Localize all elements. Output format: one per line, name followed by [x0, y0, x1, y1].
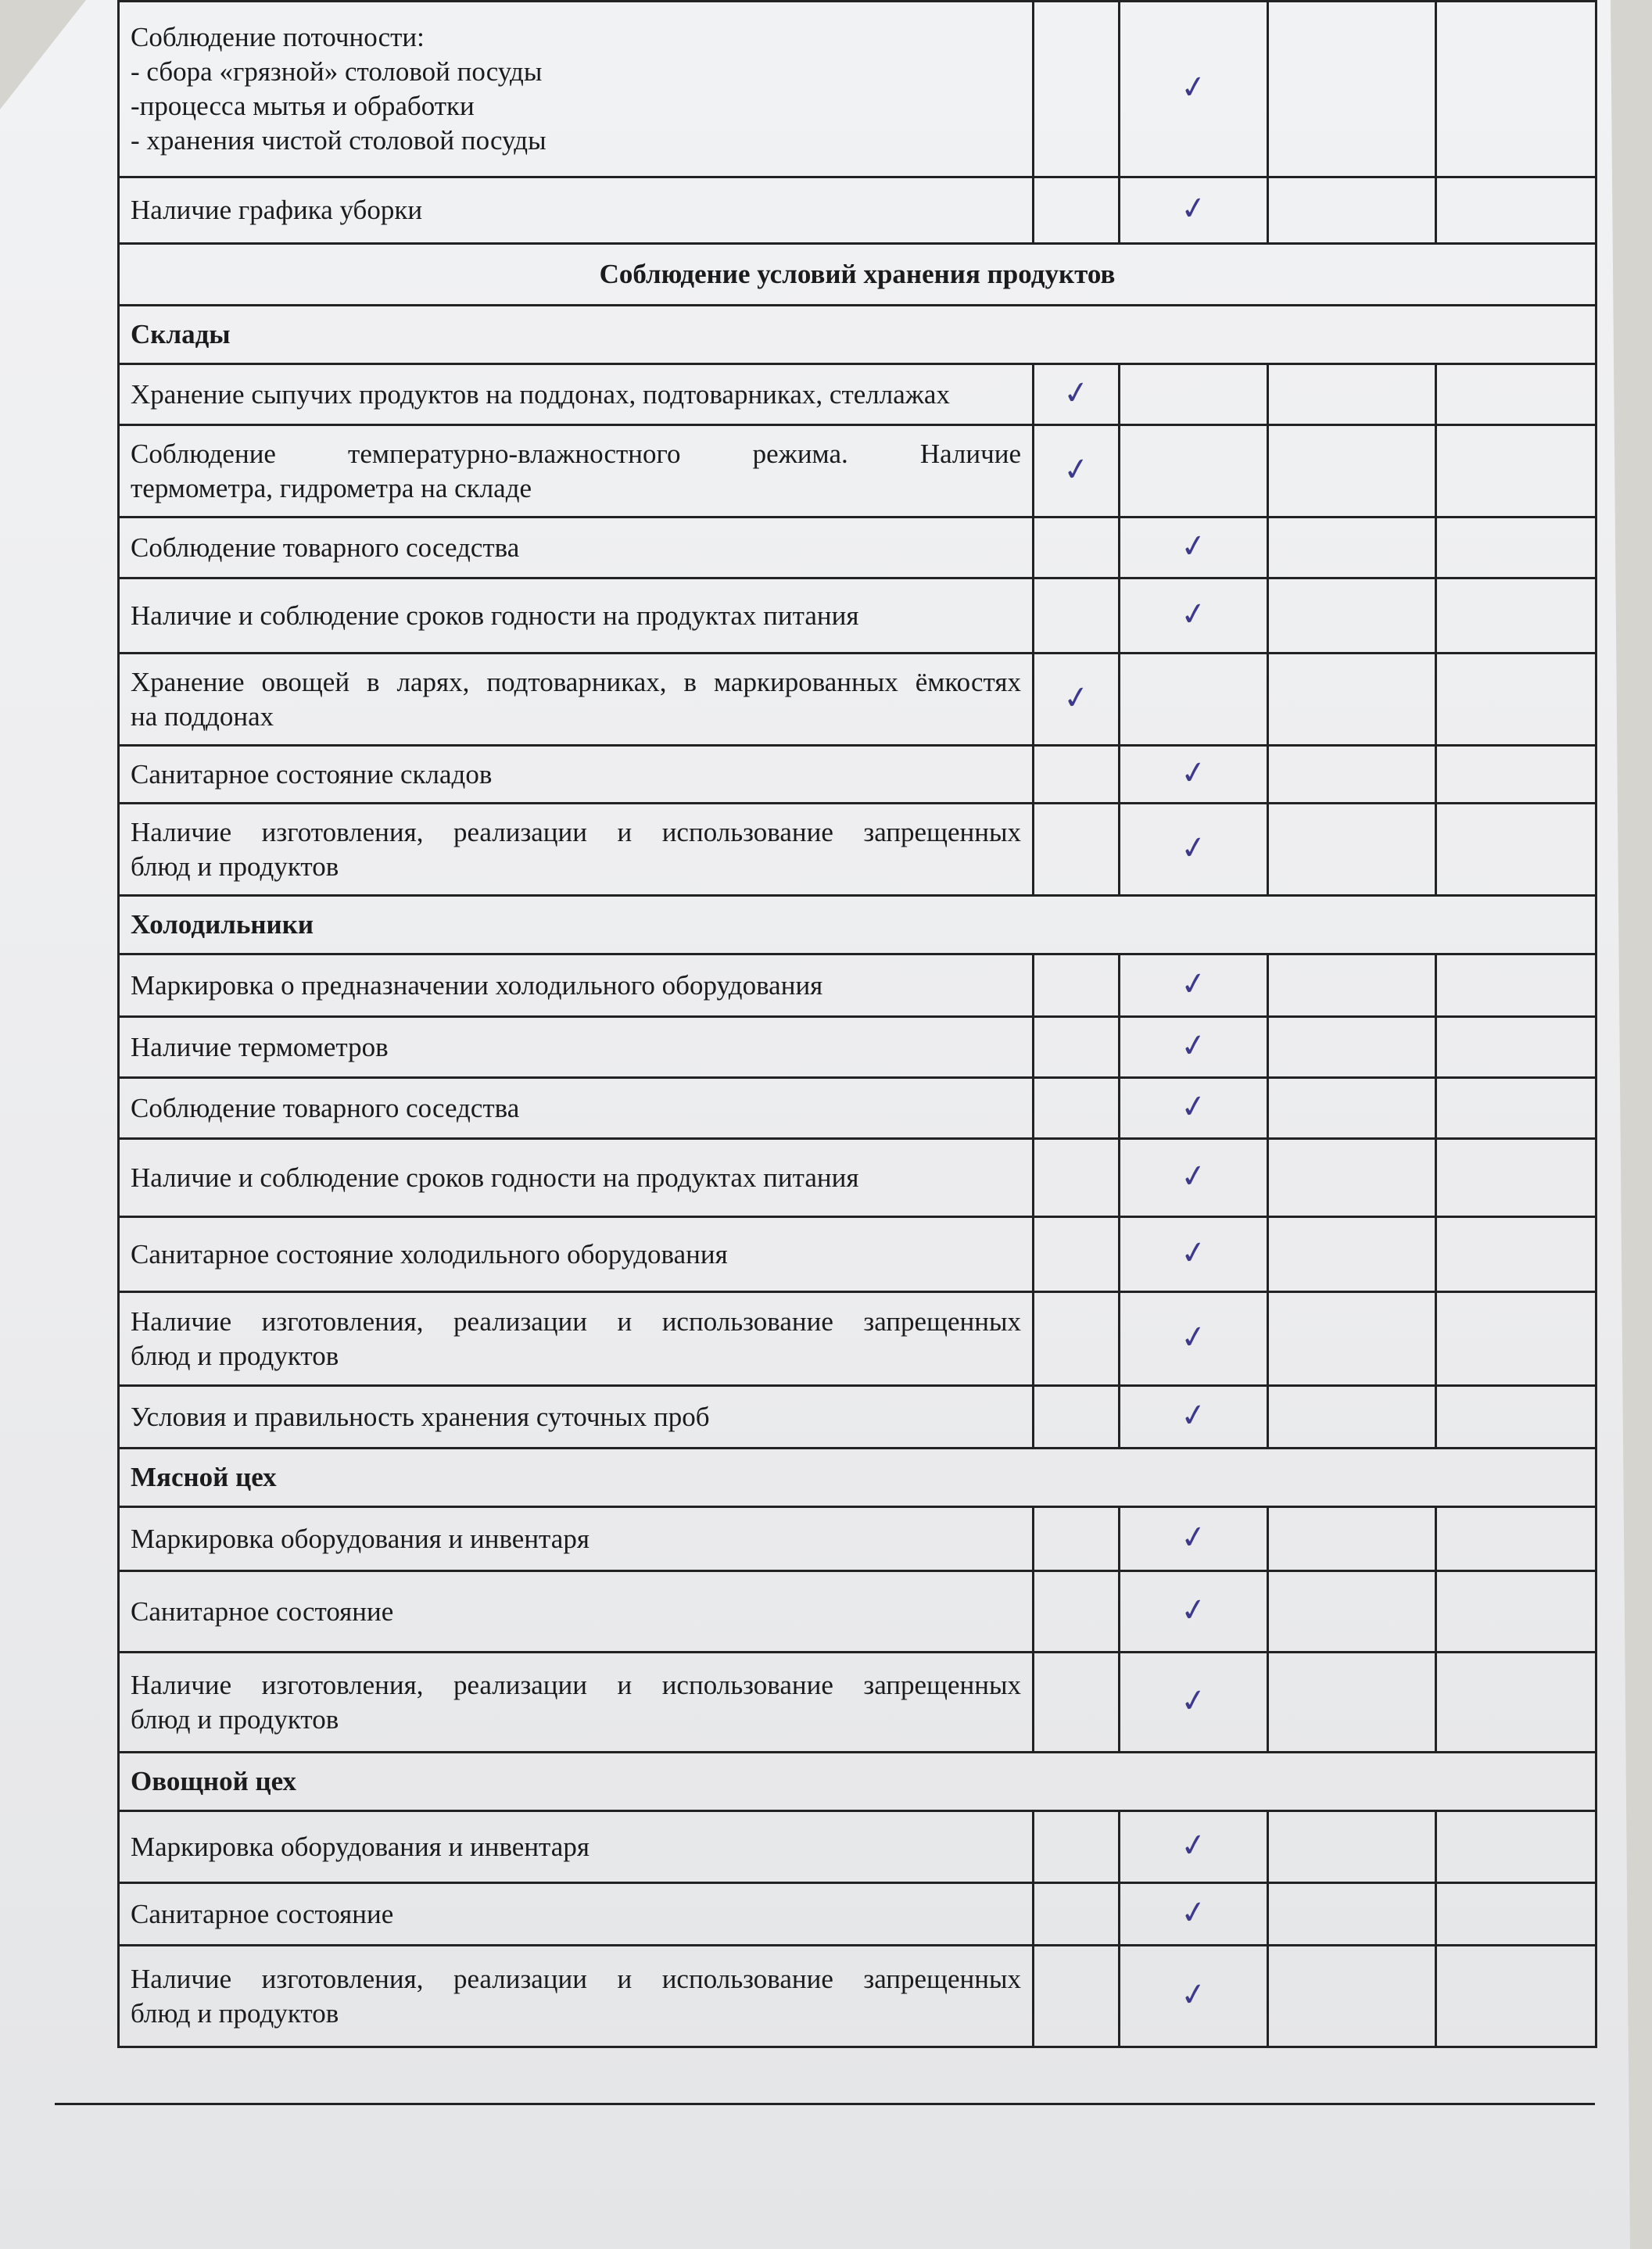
mark-cell-a [1034, 517, 1120, 578]
mark-cell-d [1436, 1811, 1596, 1883]
checklist-row [119, 2, 1596, 177]
mark-cell-c [1268, 1653, 1436, 1753]
checkmark-icon: ✓ [1177, 188, 1209, 229]
item-line: Соблюдение поточности: [131, 22, 425, 52]
checklist-item-text [119, 954, 1034, 1017]
checklist-item-text [119, 425, 1034, 517]
mark-cell-c [1268, 1946, 1436, 2047]
checklist-item-text [119, 177, 1034, 244]
mark-cell-d [1436, 654, 1596, 746]
mark-cell-d [1436, 746, 1596, 804]
mark-cell-b [1120, 1139, 1268, 1217]
mark-cell-b [1120, 2, 1268, 177]
mark-cell-b [1120, 1217, 1268, 1292]
mark-cell-c [1268, 1571, 1436, 1653]
item-line: термометра, гидрометра на складе [131, 472, 532, 503]
mark-cell-d [1436, 578, 1596, 654]
checkmark-icon: ✓ [1177, 828, 1209, 868]
checklist-row [119, 1507, 1596, 1571]
checklist-row [119, 1386, 1596, 1449]
checklist-row [119, 1946, 1596, 2047]
mark-cell-b [1120, 1017, 1268, 1078]
checklist-item-text [119, 1946, 1034, 2047]
checklist-item-text [119, 364, 1034, 425]
checklist-item-text [119, 1883, 1034, 1946]
checkmark-icon: ✓ [1177, 1590, 1209, 1630]
item-line: Маркировка о предназначении холодильного оборудования [131, 969, 823, 1001]
checklist-item-text [119, 1571, 1034, 1653]
item-line: Соблюдение товарного соседства [131, 1092, 520, 1123]
checkmark-icon: ✓ [1060, 678, 1092, 718]
item-line: Наличие термометров [131, 1031, 389, 1062]
inspection-checklist-table [117, 0, 1597, 2048]
section-header: Мясной цех [119, 1449, 1596, 1507]
mark-cell-d [1436, 1078, 1596, 1139]
mark-cell-b [1120, 1507, 1268, 1571]
mark-cell-c [1268, 1811, 1436, 1883]
item-line: Наличие изготовления, реализации и использование запрещенных [131, 1669, 1021, 1700]
item-line: Наличие изготовления, реализации и использование запрещенных [131, 1305, 1021, 1337]
checklist-item-text [119, 578, 1034, 654]
checklist-item-text [119, 746, 1034, 804]
mark-cell-d [1436, 804, 1596, 896]
section-header: Овощной цех [119, 1753, 1596, 1811]
item-line: Наличие и соблюдение сроков годности на продуктах питания [131, 600, 859, 631]
mark-cell-c [1268, 2, 1436, 177]
mark-cell-b [1120, 1883, 1268, 1946]
checklist-row [119, 1811, 1596, 1883]
section-title: Соблюдение условий хранения продуктов [119, 244, 1596, 306]
section-title-row [119, 244, 1596, 306]
item-line: Наличие изготовления, реализации и использование запрещенных [131, 1963, 1021, 1994]
checkmark-icon: ✓ [1177, 1233, 1209, 1273]
item-line: Хранение сыпучих продуктов на поддонах, подтоварниках, стеллажах [131, 378, 950, 410]
mark-cell-c [1268, 578, 1436, 654]
table-bottom-rule [55, 2103, 1595, 2105]
checkmark-icon: ✓ [1177, 67, 1209, 108]
checkmark-icon: ✓ [1177, 964, 1209, 1004]
mark-cell-a [1034, 1386, 1120, 1449]
mark-cell-a [1034, 1946, 1120, 2047]
mark-cell-d [1436, 2, 1596, 177]
checkmark-icon: ✓ [1177, 1395, 1209, 1435]
mark-cell-b [1120, 1386, 1268, 1449]
checklist-item-text [119, 517, 1034, 578]
checklist-row [119, 746, 1596, 804]
mark-cell-a [1034, 578, 1120, 654]
checkmark-icon: ✓ [1177, 753, 1209, 793]
checkmark-icon: ✓ [1177, 1517, 1209, 1557]
mark-cell-a [1034, 1017, 1120, 1078]
checklist-row [119, 1653, 1596, 1753]
section-header: Склады [119, 306, 1596, 364]
checkmark-icon: ✓ [1177, 1026, 1209, 1065]
mark-cell-b [1120, 177, 1268, 244]
mark-cell-a [1034, 1571, 1120, 1653]
mark-cell-c [1268, 954, 1436, 1017]
mark-cell-a [1034, 1139, 1120, 1217]
checkmark-icon: ✓ [1060, 449, 1092, 489]
checkmark-icon: ✓ [1177, 1681, 1209, 1721]
checkmark-icon: ✓ [1177, 1893, 1209, 1932]
mark-cell-a [1034, 654, 1120, 746]
checkmark-icon: ✓ [1060, 373, 1092, 413]
item-line: блюд и продуктов [131, 851, 339, 882]
mark-cell-d [1436, 954, 1596, 1017]
mark-cell-a [1034, 1653, 1120, 1753]
checklist-row [119, 1017, 1596, 1078]
mark-cell-d [1436, 1017, 1596, 1078]
checklist-item-text [119, 1078, 1034, 1139]
mark-cell-a [1034, 2, 1120, 177]
item-line: - хранения чистой столовой посуды [131, 125, 546, 156]
checklist-row [119, 954, 1596, 1017]
mark-cell-c [1268, 425, 1436, 517]
checklist-item-text [119, 654, 1034, 746]
mark-cell-b [1120, 1811, 1268, 1883]
mark-cell-b [1120, 578, 1268, 654]
mark-cell-d [1436, 425, 1596, 517]
mark-cell-d [1436, 1217, 1596, 1292]
mark-cell-d [1436, 1386, 1596, 1449]
checkmark-icon: ✓ [1177, 1087, 1209, 1126]
mark-cell-c [1268, 364, 1436, 425]
item-line: Хранение овощей в ларях, подтоварниках, в маркированных ёмкостях [131, 666, 1021, 697]
checklist-row [119, 1571, 1596, 1653]
checklist-row [119, 177, 1596, 244]
item-line: Санитарное состояние [131, 1898, 394, 1929]
checklist-item-text [119, 1507, 1034, 1571]
mark-cell-c [1268, 746, 1436, 804]
mark-cell-d [1436, 177, 1596, 244]
mark-cell-a [1034, 1883, 1120, 1946]
checklist-item-text [119, 1292, 1034, 1386]
mark-cell-b [1120, 517, 1268, 578]
mark-cell-d [1436, 1946, 1596, 2047]
checkmark-icon: ✓ [1177, 594, 1209, 634]
mark-cell-b [1120, 425, 1268, 517]
item-line: Наличие изготовления, реализации и использование запрещенных [131, 816, 1021, 847]
mark-cell-c [1268, 1139, 1436, 1217]
checklist-item-text [119, 1017, 1034, 1078]
mark-cell-a [1034, 425, 1120, 517]
checklist-row [119, 425, 1596, 517]
mark-cell-c [1268, 1292, 1436, 1386]
mark-cell-b [1120, 746, 1268, 804]
checklist-item-text [119, 1386, 1034, 1449]
mark-cell-a [1034, 1292, 1120, 1386]
mark-cell-c [1268, 1883, 1436, 1946]
checklist-row [119, 517, 1596, 578]
checklist-row [119, 1078, 1596, 1139]
mark-cell-b [1120, 1571, 1268, 1653]
checklist-row [119, 804, 1596, 896]
mark-cell-d [1436, 1653, 1596, 1753]
mark-cell-a [1034, 364, 1120, 425]
item-line: Санитарное состояние складов [131, 758, 493, 790]
checkmark-icon: ✓ [1177, 1825, 1209, 1865]
mark-cell-b [1120, 654, 1268, 746]
checklist-row [119, 578, 1596, 654]
mark-cell-a [1034, 1811, 1120, 1883]
item-line: Условия и правильность хранения суточных проб [131, 1401, 710, 1432]
item-line: на поддонах [131, 700, 274, 732]
mark-cell-c [1268, 1386, 1436, 1449]
mark-cell-a [1034, 177, 1120, 244]
checklist-row [119, 1139, 1596, 1217]
item-line: Наличие и соблюдение сроков годности на продуктах питания [131, 1162, 859, 1193]
checkmark-icon: ✓ [1177, 1317, 1209, 1357]
mark-cell-a [1034, 804, 1120, 896]
item-line: Наличие графика уборки [131, 195, 423, 225]
mark-cell-b [1120, 364, 1268, 425]
mark-cell-a [1034, 1078, 1120, 1139]
mark-cell-c [1268, 1217, 1436, 1292]
mark-cell-c [1268, 1017, 1436, 1078]
mark-cell-d [1436, 1571, 1596, 1653]
mark-cell-c [1268, 804, 1436, 896]
item-line: Соблюдение температурно-влажностного режима. Наличие [131, 438, 1021, 469]
mark-cell-c [1268, 517, 1436, 578]
item-line: Соблюдение товарного соседства [131, 532, 520, 563]
item-line: блюд и продуктов [131, 1703, 339, 1735]
item-line: блюд и продуктов [131, 1997, 339, 2029]
checklist-item-text [119, 1653, 1034, 1753]
checklist-item-text [119, 804, 1034, 896]
mark-cell-d [1436, 1139, 1596, 1217]
section-header-row [119, 1449, 1596, 1507]
item-line: блюд и продуктов [131, 1340, 339, 1371]
item-line: -процесса мытья и обработки [131, 91, 475, 121]
mark-cell-d [1436, 1883, 1596, 1946]
mark-cell-b [1120, 1078, 1268, 1139]
mark-cell-d [1436, 517, 1596, 578]
item-line: Маркировка оборудования и инвентаря [131, 1523, 589, 1554]
checkmark-icon: ✓ [1177, 1975, 1209, 2014]
mark-cell-c [1268, 1507, 1436, 1571]
mark-cell-b [1120, 1653, 1268, 1753]
item-line: Санитарное состояние холодильного оборудования [131, 1238, 728, 1270]
section-header: Холодильники [119, 896, 1596, 954]
checklist-row [119, 654, 1596, 746]
checklist-row [119, 1292, 1596, 1386]
mark-cell-a [1034, 746, 1120, 804]
checklist-item-text [119, 2, 1034, 177]
mark-cell-b [1120, 1946, 1268, 2047]
mark-cell-c [1268, 177, 1436, 244]
item-line: Санитарное состояние [131, 1595, 394, 1627]
section-header-row [119, 1753, 1596, 1811]
mark-cell-d [1436, 1292, 1596, 1386]
checklist-item-text [119, 1811, 1034, 1883]
mark-cell-b [1120, 1292, 1268, 1386]
checklist-row [119, 364, 1596, 425]
checkmark-icon: ✓ [1177, 1156, 1209, 1196]
section-header-row [119, 896, 1596, 954]
checklist-item-text [119, 1139, 1034, 1217]
item-line: Маркировка оборудования и инвентаря [131, 1831, 589, 1862]
checklist-row [119, 1883, 1596, 1946]
item-line: - сбора «грязной» столовой посуды [131, 56, 543, 87]
mark-cell-d [1436, 364, 1596, 425]
mark-cell-b [1120, 804, 1268, 896]
mark-cell-a [1034, 1217, 1120, 1292]
checkmark-icon: ✓ [1177, 526, 1209, 566]
checklist-row [119, 1217, 1596, 1292]
section-header-row [119, 306, 1596, 364]
mark-cell-d [1436, 1507, 1596, 1571]
mark-cell-a [1034, 1507, 1120, 1571]
mark-cell-c [1268, 1078, 1436, 1139]
checklist-item-text [119, 1217, 1034, 1292]
mark-cell-a [1034, 954, 1120, 1017]
mark-cell-b [1120, 954, 1268, 1017]
mark-cell-c [1268, 654, 1436, 746]
